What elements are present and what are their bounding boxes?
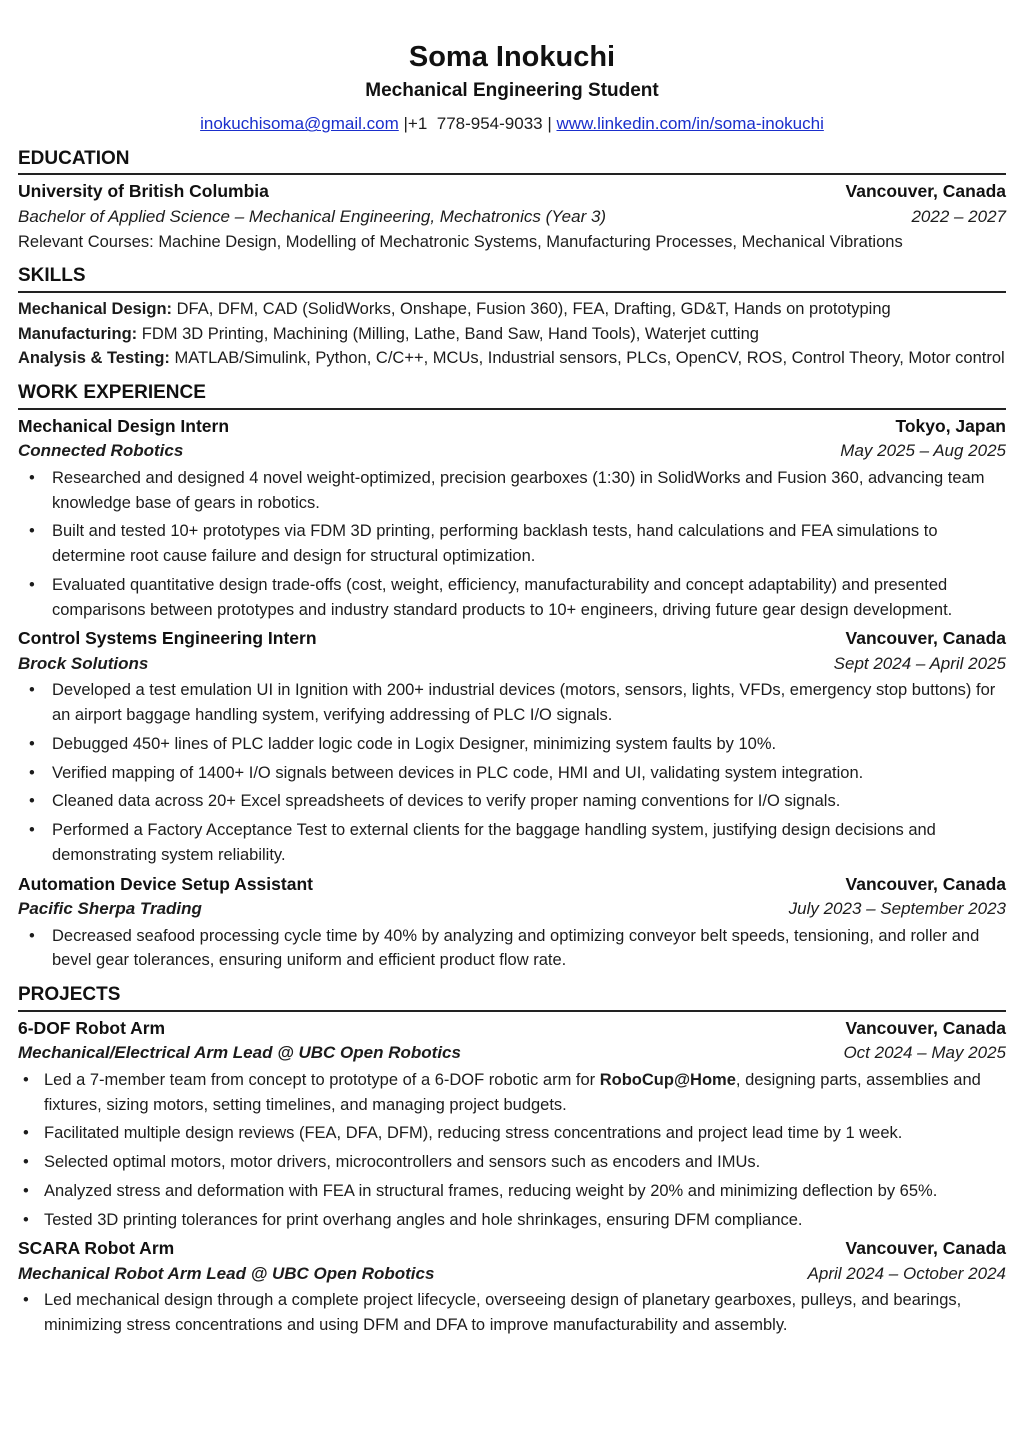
school-name: University of British Columbia	[18, 181, 269, 202]
project-bullet	[18, 1068, 1006, 1118]
bullet-text-pre: Led a 7-member team from concept to prototype of a 6-DOF robotic arm for	[44, 1070, 600, 1089]
company-name: Pacific Sherpa Trading	[18, 899, 202, 919]
job-bullet-list	[18, 466, 1006, 623]
education-entry-header	[18, 179, 1006, 204]
school-location: Vancouver, Canada	[845, 181, 1006, 202]
bullet-text-bold: RoboCup@Home	[599, 1070, 736, 1089]
skills-label: Mechanical Design:	[18, 299, 173, 318]
job-company-row	[18, 897, 1006, 922]
resume-header	[18, 40, 1006, 137]
project-title-row	[18, 1236, 1006, 1261]
project-location: Vancouver, Canada	[845, 1017, 1006, 1038]
project-entry-6dof-robot-arm	[18, 1016, 1006, 1233]
job-title-row	[18, 626, 1006, 651]
job-bullet: • Built and tested 10+ prototypes via FDM 3D printing, performing backlash tests, hand calculations and FEA simulations to determine root cause failure and design for structural optimization.	[18, 519, 1006, 569]
skills-line-analysis-testing	[18, 346, 1006, 371]
job-title-row	[18, 414, 1006, 439]
skills-text: FDM 3D Printing, Machining (Milling, Lathe, Band Saw, Hand Tools), Waterjet cutting	[137, 324, 759, 343]
project-title: SCARA Robot Arm	[18, 1238, 175, 1259]
project-dates: Oct 2024 – May 2025	[843, 1043, 1006, 1063]
job-dates: July 2023 – September 2023	[788, 899, 1006, 919]
skills-line-mechanical-design	[18, 297, 1006, 322]
job-bullet: • Debugged 450+ lines of PLC ladder logic code in Logix Designer, minimizing system faults by 10%.	[18, 732, 1006, 757]
skills-line-manufacturing	[18, 322, 1006, 347]
education-section	[18, 147, 1006, 254]
job-bullet: • Evaluated quantitative design trade-offs (cost, weight, efficiency, manufacturability and concept adaptability) and presented comparisons between prototypes and industry standard products to 10+ engineers, driving future gear design development.	[18, 573, 1006, 623]
email-link[interactable]: inokuchisoma@gmail.com	[200, 114, 399, 134]
project-bullet: • Led mechanical design through a complete project lifecycle, overseeing design of planetary gearboxes, pulleys, and bearings, minimizing stress concentrations and using DFM and DFA to improve manufacturability and assembly.	[18, 1288, 1006, 1338]
skills-heading: SKILLS	[18, 264, 1006, 293]
headline: Mechanical Engineering Student	[365, 79, 659, 101]
project-bullet: • Tested 3D printing tolerances for print overhang angles and hole shrinkages, ensuring DFM compliance.	[18, 1208, 1006, 1233]
contact-line	[18, 111, 1006, 137]
job-bullet-list	[18, 924, 1006, 974]
project-bullet: • Analyzed stress and deformation with FEA in structural frames, reducing weight by 20% and minimizing deflection by 65%.	[18, 1179, 1006, 1204]
project-entry-scara-robot-arm	[18, 1236, 1006, 1338]
job-entry-pacific-sherpa	[18, 872, 1006, 974]
job-title-row	[18, 872, 1006, 897]
job-company-row	[18, 439, 1006, 464]
education-heading: EDUCATION	[18, 147, 1006, 176]
project-bullet: • Facilitated multiple design reviews (FEA, DFA, DFM), reducing stress concentrations and project lead time by 1 week.	[18, 1121, 1006, 1146]
job-bullet-list	[18, 678, 1006, 867]
work-experience-heading: WORK EXPERIENCE	[18, 381, 1006, 410]
project-role: Mechanical Robot Arm Lead @ UBC Open Robotics	[18, 1263, 435, 1283]
project-title-row	[18, 1016, 1006, 1041]
project-bullet-list	[18, 1288, 1006, 1338]
job-dates: Sept 2024 – April 2025	[833, 653, 1006, 673]
project-title: 6-DOF Robot Arm	[18, 1017, 166, 1038]
job-location: Tokyo, Japan	[895, 415, 1006, 436]
phone-text: |+1 778-954-9033 |	[398, 114, 557, 134]
job-title: Mechanical Design Intern	[18, 415, 230, 436]
project-bullet-list	[18, 1068, 1006, 1233]
job-bullet: • Developed a test emulation UI in Ignition with 200+ industrial devices (motors, sensors, lights, VFDs, emergency stop buttons) for an airport baggage handling system, verifying addressing of PLC I/O signals.	[18, 678, 1006, 728]
job-dates: May 2025 – Aug 2025	[840, 441, 1006, 461]
project-location: Vancouver, Canada	[845, 1238, 1006, 1259]
skills-text: MATLAB/Simulink, Python, C/C++, MCUs, Industrial sensors, PLCs, OpenCV, ROS, Control Theory, Motor control	[169, 349, 1005, 368]
projects-heading: PROJECTS	[18, 983, 1006, 1012]
company-name: Connected Robotics	[18, 441, 184, 461]
job-location: Vancouver, Canada	[845, 628, 1006, 649]
job-bullet: • Verified mapping of 1400+ I/O signals between devices in PLC code, HMI and UI, validating system integration.	[18, 761, 1006, 786]
project-bullet: • Selected optimal motors, motor drivers, microcontrollers and sensors such as encoders and IMUs.	[18, 1150, 1006, 1175]
relevant-courses: Relevant Courses: Machine Design, Modelling of Mechatronic Systems, Manufacturing Processes, Mechanical Vibrations	[18, 232, 903, 251]
projects-section	[18, 983, 1006, 1338]
name-title: Soma Inokuchi	[408, 41, 616, 73]
project-role: Mechanical/Electrical Arm Lead @ UBC Open Robotics	[18, 1043, 461, 1063]
job-bullet: • Performed a Factory Acceptance Test to external clients for the baggage handling system, justifying design decisions and demonstrating system reliability.	[18, 818, 1006, 868]
skills-section	[18, 264, 1006, 371]
project-role-row	[18, 1041, 1006, 1066]
skills-text: DFA, DFM, CAD (SolidWorks, Onshape, Fusion 360), FEA, Drafting, GD&T, Hands on prototyping	[172, 299, 891, 318]
work-experience-section	[18, 381, 1006, 973]
job-bullet: • Cleaned data across 20+ Excel spreadsheets of devices to verify proper naming conventions for I/O signals.	[18, 789, 1006, 814]
company-name: Brock Solutions	[18, 653, 149, 673]
project-dates: April 2024 – October 2024	[807, 1263, 1006, 1283]
skills-label: Analysis & Testing:	[18, 349, 170, 368]
education-degree-row	[18, 205, 1006, 230]
education-dates: 2022 – 2027	[911, 206, 1006, 226]
job-title: Control Systems Engineering Intern	[18, 628, 317, 649]
job-entry-connected-robotics	[18, 414, 1006, 623]
project-role-row	[18, 1262, 1006, 1287]
bullet-text-post: , designing parts, assemblies and fixtures, sizing motors, setting timelines, and managing project budgets.	[44, 1070, 981, 1114]
job-location: Vancouver, Canada	[845, 873, 1006, 894]
job-bullet: • Decreased seafood processing cycle time by 40% by analyzing and optimizing conveyor belt speeds, tensioning, and roller and bevel gear tolerances, ensuring uniform and efficient product flow rate.	[18, 924, 1006, 974]
skills-label: Manufacturing:	[18, 324, 138, 343]
job-entry-brock-solutions	[18, 626, 1006, 867]
job-title: Automation Device Setup Assistant	[18, 873, 313, 894]
job-bullet: • Researched and designed 4 novel weight-optimized, precision gearboxes (1:30) in SolidWorks and Fusion 360, advancing team knowledge base of gears in robotics.	[18, 466, 1006, 516]
degree-name: Bachelor of Applied Science – Mechanical Engineering, Mechatronics (Year 3)	[18, 206, 607, 226]
job-company-row	[18, 652, 1006, 677]
linkedin-link[interactable]: www.linkedin.com/in/soma-inokuchi	[556, 114, 824, 134]
